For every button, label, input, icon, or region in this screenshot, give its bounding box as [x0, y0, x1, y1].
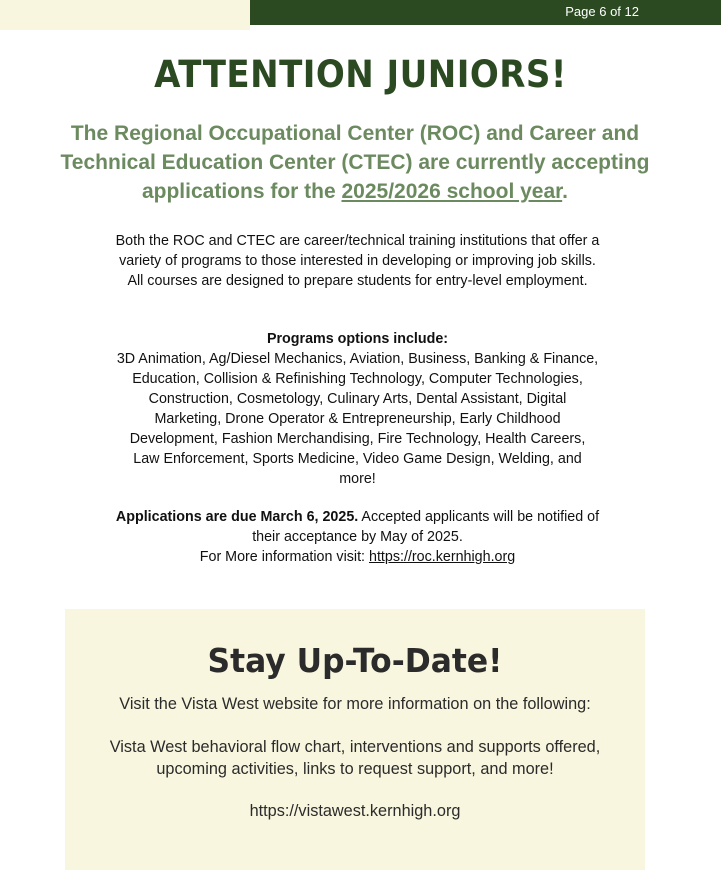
more-info-label: For More information visit:	[199, 549, 369, 565]
programs-section	[115, 329, 600, 489]
intro-paragraph: Both the ROC and CTEC are career/technical training institutions that offer a variety of programs to those interested in developing or improving job skills. All courses are designed to prepare students for entry-level employment.	[115, 233, 600, 289]
header-bar	[250, 0, 721, 25]
deadline-text: Applications are due March 6, 2025.	[115, 509, 359, 525]
subheading-period: .	[562, 180, 569, 203]
subheading	[60, 119, 650, 206]
subheading-text: The Regional Occupational Center (ROC) and Career and Technical Education Center (CTEC) are currently accepting applications for the	[60, 122, 650, 203]
acceptance-text: Accepted applicants will be notified of their acceptance by May of 2025.	[252, 509, 600, 545]
programs-list: 3D Animation, Ag/Diesel Mechanics, Aviation, Business, Banking & Finance, Education, Collision & Refinishing Technology, Computer Technologies, Construction, Cosmetology, Culinary Arts, Dental Assistant, Digital Marketing, Drone Operator & Entrepreneurship, Early Childhood Development, Fashion Merchandising, Fire Technology, Health Careers, Law Enforcement, Sports Medicine, Video Game Design, Welding, and more!	[116, 351, 599, 487]
box-intro: Visit the Vista West website for more information on the following:	[119, 695, 591, 713]
page-title: ATTENTION JUNIORS!	[154, 53, 567, 96]
box-details: Vista West behavioral flow chart, interventions and supports offered, upcoming activities, links to request support, and more!	[109, 738, 601, 778]
page-number: Page 6 of 12	[565, 4, 639, 19]
programs-heading: Programs options include:	[266, 331, 449, 347]
top-left-band	[0, 0, 250, 30]
box-title: Stay Up-To-Date!	[207, 641, 503, 680]
roc-link[interactable]: https://roc.kernhigh.org	[369, 549, 516, 565]
school-year: 2025/2026 school year	[341, 180, 563, 203]
application-info	[115, 507, 600, 567]
stay-updated-box	[65, 609, 645, 870]
vistawest-link[interactable]: https://vistawest.kernhigh.org	[249, 802, 461, 820]
